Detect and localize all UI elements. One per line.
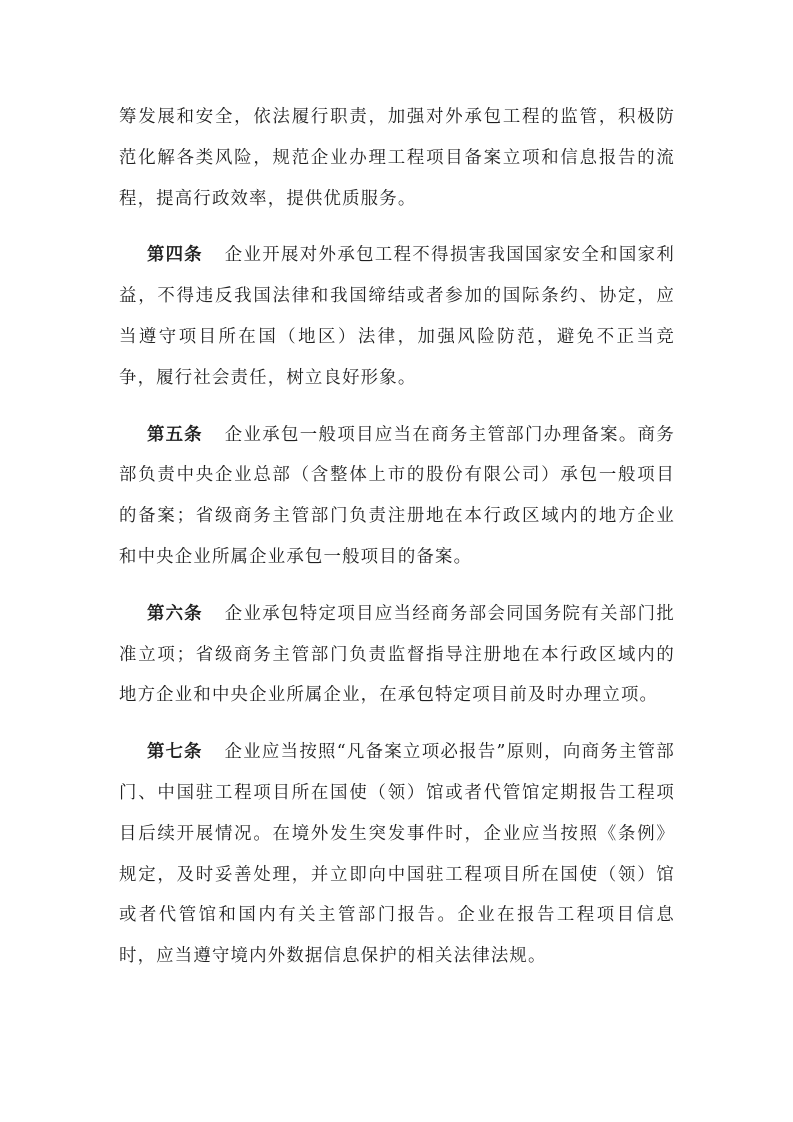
paragraph-continued: [119, 97, 675, 219]
paragraph-text: 企业应当按照“凡备案立项必报告”原则，向商务主管部门、中国驻工程项目所在国使（领）馆或者代管馆定期报告工程项目后续开展情况。在境外发生突发事件时，企业应当按照《条例》规定，及时妥善处理，并立即向中国驻工程项目所在国使（领）馆或者代管馆和国内有关主管部门报告。企业在报告工程项目信息时，应当遵守境内外数据信息保护的相关法律法规。: [119, 742, 675, 967]
document-page: [119, 97, 675, 977]
paragraph-text: 筹发展和安全，依法履行职责，加强对外承包工程的监管，积极防范化解各类风险，规范企业办理工程项目备案立项和信息报告的流程，提高行政效率，提供优质服务。: [119, 107, 675, 209]
article-4-paragraph: [119, 235, 675, 398]
article-number: 第七条: [147, 742, 203, 763]
paragraph-text: 企业开展对外承包工程不得损害我国国家安全和国家利益，不得违反我国法律和我国缔结或者参加的国际条约、协定，应当遵守项目所在国（地区）法律，加强风险防范，避免不正当竞争，履行社会责任，树立良好形象。: [119, 245, 675, 388]
article-7-paragraph: [119, 732, 675, 977]
paragraph-text: 企业承包特定项目应当经商务部会同国务院有关部门批准立项；省级商务主管部门负责监督指导注册地在本行政区域内的地方企业和中央企业所属企业，在承包特定项目前及时办理立项。: [119, 603, 675, 706]
paragraph-text: 企业承包一般项目应当在商务主管部门办理备案。商务部负责中央企业总部（含整体上市的股份有限公司）承包一般项目的备案；省级商务主管部门负责注册地在本行政区域内的地方企业和中央企业所属企业承包一般项目的备案。: [119, 424, 675, 567]
article-6-paragraph: [119, 594, 675, 716]
article-number: 第五条: [147, 424, 203, 445]
article-number: 第六条: [147, 603, 203, 624]
article-number: 第四条: [147, 245, 203, 266]
article-5-paragraph: [119, 415, 675, 578]
